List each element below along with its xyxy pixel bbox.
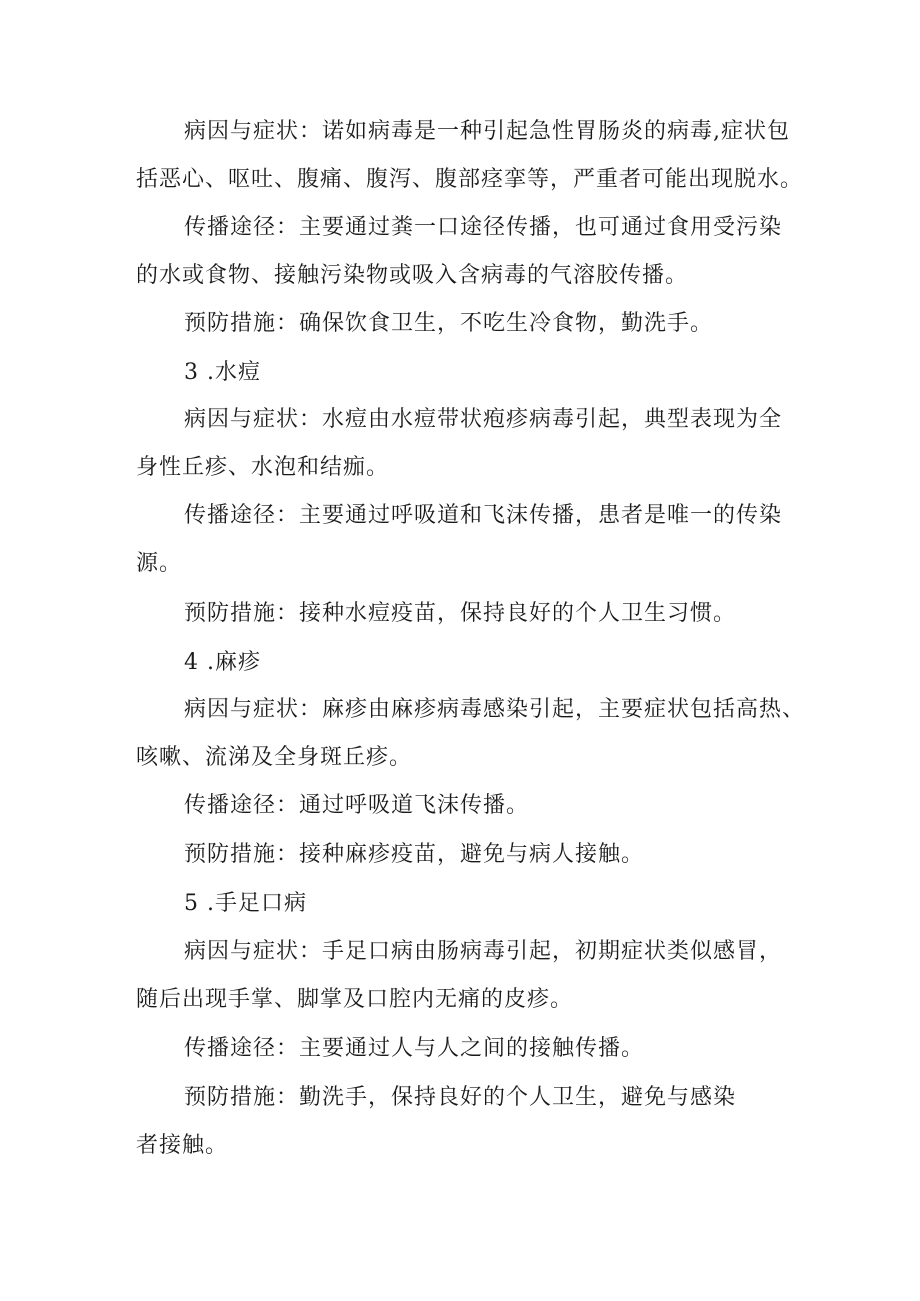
section-heading-hfmd: 5 .手足口病 [184,891,307,916]
paragraph-line: 病因与症状：手足口病由肠病毒引起，初期症状类似感冒， [184,939,783,964]
paragraph-line: 的水或食物、接触污染物或吸入含病毒的气溶胶传播。 [136,263,689,288]
norovirus-prevention-paragraph [136,300,806,348]
section-heading-chickenpox: 3 .水痘 [184,360,261,385]
norovirus-transmission-paragraph [136,204,806,300]
paragraph-line: 者接触。 [136,1133,229,1158]
measles-transmission-paragraph [136,782,806,830]
paragraph-line: 病因与症状：诺如病毒是一种引起急性胃肠炎的病毒,症状包 [184,119,790,144]
paragraph-line: 传播途径：主要通过人与人之间的接触传播。 [184,1036,645,1061]
measles-cause-paragraph [136,686,806,782]
norovirus-cause-paragraph [136,108,806,204]
paragraph-line: 预防措施：确保饮食卫生，不吃生冷食物，勤洗手。 [184,311,714,336]
paragraph-line: 预防措施：接种麻疹疫苗，避免与病人接触。 [184,842,645,867]
paragraph-line: 括恶心、呕吐、腹痛、腹泻、腹部痉挛等，严重者可能出现脱水。 [136,167,804,192]
paragraph-line: 源。 [136,551,183,576]
chickenpox-cause-paragraph [136,396,806,492]
chickenpox-transmission-paragraph [136,492,806,588]
paragraph-line: 传播途径：主要通过呼吸道和飞沫传播，患者是唯一的传染 [184,503,783,528]
paragraph-line: 预防措施：接种水痘疫苗，保持良好的个人卫生习惯。 [184,601,737,626]
paragraph-line: 病因与症状：水痘由水痘带状疱疹病毒引起，典型表现为全 [184,407,783,432]
hfmd-prevention-paragraph [136,1074,806,1170]
hfmd-cause-paragraph [136,928,806,1024]
section-heading-measles: 4 .麻疹 [184,650,261,675]
chickenpox-prevention-paragraph [136,590,806,638]
paragraph-line: 传播途径：通过呼吸道飞沫传播。 [184,793,530,818]
hfmd-transmission-paragraph [136,1025,806,1073]
paragraph-line: 随后出现手掌、脚掌及口腔内无痛的皮疹。 [136,987,574,1012]
paragraph-line: 病因与症状：麻疹由麻疹病毒感染引起，主要症状包括高热、 [184,697,806,722]
paragraph-line: 传播途径：主要通过粪一口途径传播，也可通过食用受污染 [184,215,783,240]
paragraph-line: 身性丘疹、水泡和结痂。 [136,455,390,480]
paragraph-line: 咳嗽、流涕及全身斑丘疹。 [136,745,413,770]
paragraph-line: 预防措施：勤洗手，保持良好的个人卫生，避免与感染 [184,1085,737,1110]
measles-prevention-paragraph [136,831,806,879]
